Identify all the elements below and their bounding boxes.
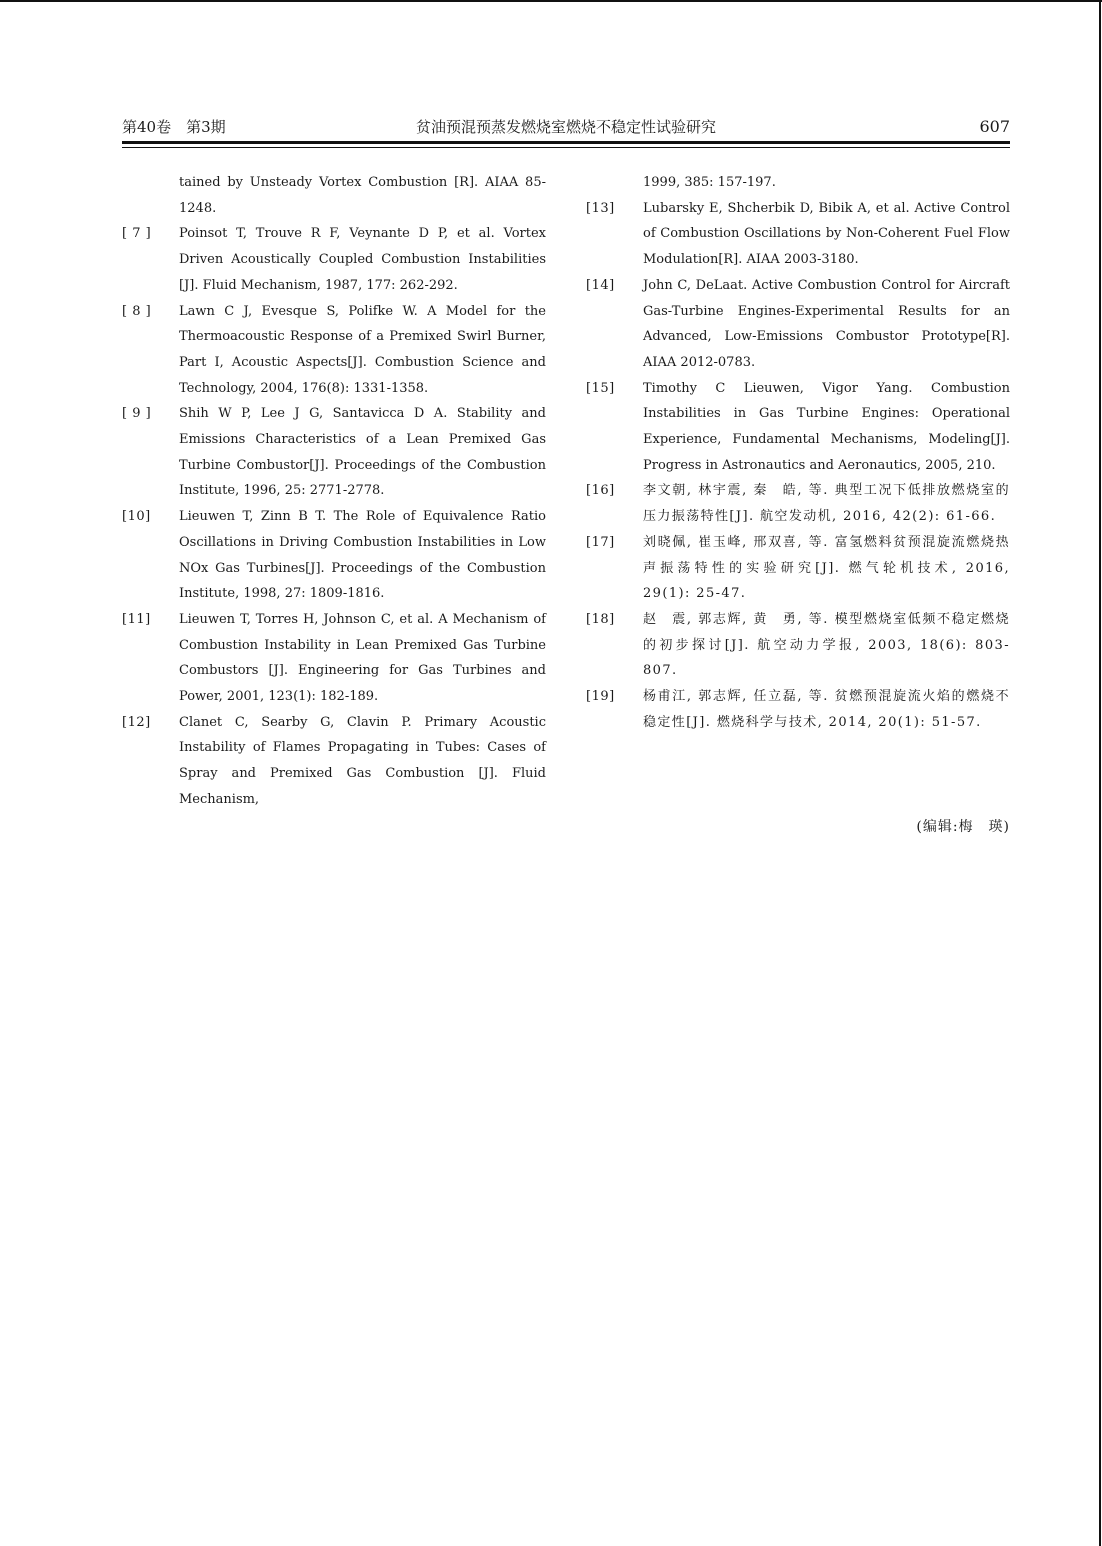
reference-number: [19] — [586, 689, 615, 705]
reference-16 — [586, 478, 1010, 529]
reference-number: [17] — [586, 534, 615, 550]
reference-15 — [586, 376, 1010, 479]
reference-text: Shih W P, Lee J G, Santavicca D A. Stability and Emissions Characteristics of a Lean Premixed Gas Turbine Combustor[J]. Proceedings of the Combustion Institute, 1996, 25: 2771-2778. — [179, 406, 546, 499]
reference-18 — [586, 607, 1010, 684]
reference-text: Lieuwen T, Torres H, Johnson C, et al. A Mechanism of Combustion Instability in Lean Premixed Gas Turbine Combustors [J]. Engineering for Gas Turbines and Power, 2001, 123(1): 182-189. — [179, 611, 546, 705]
reference-text: 刘晓佩, 崔玉峰, 邢双喜, 等. 富氢燃料贫预混旋流燃烧热声振荡特性的实验研究[J]. 燃气轮机技术, 2016, 29(1): 25-47. — [643, 534, 1010, 602]
reference-text: Clanet C, Searby G, Clavin P. Primary Acoustic Instability of Flames Propagating in Tubes: Cases of Spray and Premixed Gas Combustion [J]. Fluid Mechanism, — [179, 714, 546, 807]
header-rule-thick — [122, 141, 1010, 144]
reference-number: [18] — [586, 611, 615, 627]
reference-number: [ 7 ] — [122, 226, 152, 242]
page-right-border — [1099, 0, 1101, 1546]
reference-number: [11] — [122, 611, 151, 627]
reference-text: tained by Unsteady Vortex Combustion [R]. AIAA 85-1248. — [179, 175, 546, 216]
reference-number: [ 8 ] — [122, 303, 152, 319]
reference-11 — [122, 607, 546, 710]
reference-continuation — [586, 170, 1010, 196]
reference-text: Lawn C J, Evesque S, Polifke W. A Model for the Thermoacoustic Response of a Premixed Swirl Burner, Part I, Acoustic Aspects[J]. Combustion Science and Technology, 2004, 176(8): 1331-1358. — [179, 303, 546, 396]
reference-number: [12] — [122, 714, 151, 730]
reference-number: [16] — [586, 483, 615, 499]
page-top-border — [0, 0, 1102, 2]
reference-number: [10] — [122, 509, 151, 525]
reference-text: 1999, 385: 157-197. — [643, 175, 776, 190]
reference-17 — [586, 530, 1010, 607]
reference-text: John C, DeLaat. Active Combustion Control for Aircraft Gas-Turbine Engines-Experimental Results for an Advanced, Low-Emissions Combustor Prototype[R]. AIAA 2012-0783. — [643, 277, 1010, 370]
reference-8 — [122, 299, 546, 402]
reference-14 — [586, 273, 1010, 376]
reference-19 — [586, 684, 1010, 735]
reference-text: Lieuwen T, Zinn B T. The Role of Equivalence Ratio Oscillations in Driving Combustion Instabilities in Low NOx Gas Turbines[J]. Proceedings of the Combustion Institute, 1998, 27: 1809-1816. — [179, 509, 546, 602]
reference-text: Lubarsky E, Shcherbik D, Bibik A, et al. Active Control of Combustion Oscillations by Non-Coherent Fuel Flow Modulation[R]. AIAA 2003-3180. — [643, 200, 1010, 268]
page-number: 607 — [979, 117, 1010, 136]
reference-text: 杨甫江, 郭志辉, 任立磊, 等. 贫燃预混旋流火焰的燃烧不稳定性[J]. 燃烧科学与技术, 2014, 20(1): 51-57. — [643, 689, 1010, 730]
reference-text: 赵 震, 郭志辉, 黄 勇, 等. 模型燃烧室低频不稳定燃烧的初步探讨[J]. 航空动力学报, 2003, 18(6): 803-807. — [643, 611, 1010, 679]
reference-number: [ 9 ] — [122, 406, 152, 422]
reference-continuation — [122, 170, 546, 221]
reference-text: 李文朝, 林宇震, 秦 皓, 等. 典型工况下低排放燃烧室的压力振荡特性[J]. 航空发动机, 2016, 42(2): 61-66. — [643, 483, 1010, 525]
left-column — [122, 170, 546, 813]
volume-issue: 第40卷 第3期 — [122, 118, 226, 136]
running-header — [122, 114, 1010, 142]
reference-text: Timothy C Lieuwen, Vigor Yang. Combustion Instabilities in Gas Turbine Engines: Operational Experience, Fundamental Mechanisms, Modeling[J]. Progress in Astronautics and Aeronautics, 2005, 210. — [643, 380, 1010, 473]
reference-7 — [122, 221, 546, 298]
reference-number: [14] — [586, 277, 615, 293]
header-rule-thin — [122, 147, 1010, 148]
reference-10 — [122, 504, 546, 607]
reference-12 — [122, 710, 546, 813]
editor-credit: (编辑:梅 瑛) — [916, 819, 1010, 835]
reference-text: Poinsot T, Trouve R F, Veynante D P, et al. Vortex Driven Acoustically Coupled Combustion Instabilities [J]. Fluid Mechanism, 1987, 177: 262-292. — [179, 226, 546, 293]
reference-number: [13] — [586, 200, 615, 216]
reference-13 — [586, 196, 1010, 273]
reference-number: [15] — [586, 380, 615, 396]
right-column — [586, 170, 1010, 735]
reference-9 — [122, 401, 546, 504]
running-title: 贫油预混预蒸发燃烧室燃烧不稳定性试验研究 — [415, 118, 716, 136]
